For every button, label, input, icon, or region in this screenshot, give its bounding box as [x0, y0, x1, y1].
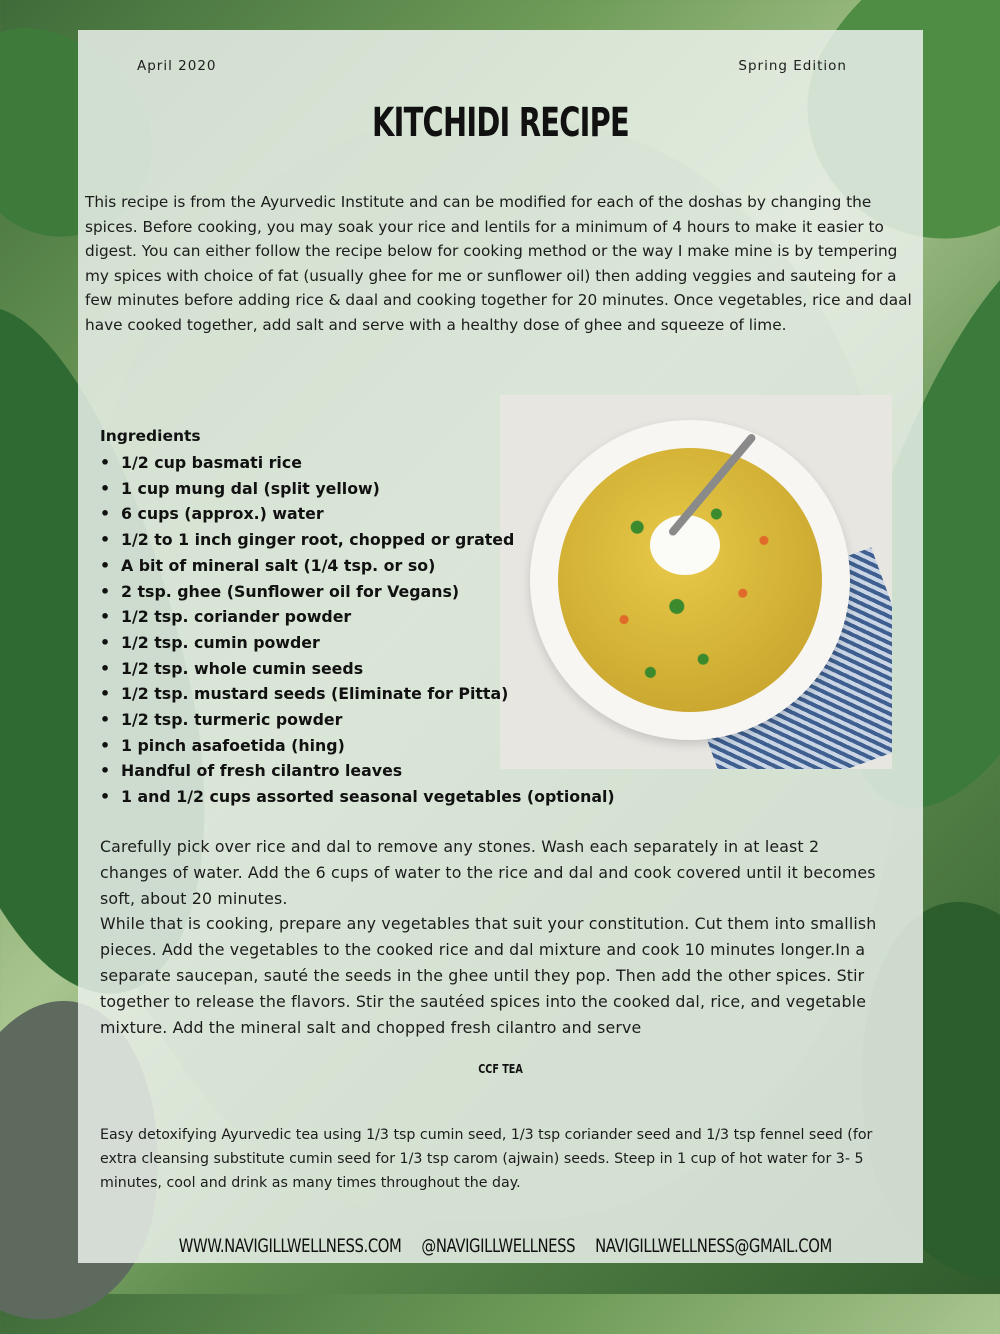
ingredient-item: • 1/2 to 1 inch ginger root, chopped or grated [100, 527, 615, 553]
ingredients-list [100, 450, 615, 810]
ingredient-item: • 1 pinch asafoetida (hing) [100, 733, 615, 759]
ingredient-item: • 1/2 tsp. coriander powder [100, 604, 615, 630]
ingredient-item: • 6 cups (approx.) water [100, 501, 615, 527]
website-link[interactable]: WWW.NAVIGILLWELLNESS.COM [178, 1235, 402, 1257]
method-section [100, 834, 890, 1040]
ingredient-item: • 1 and 1/2 cups assorted seasonal vegetables (optional) [100, 784, 615, 810]
ingredient-item: • 1/2 tsp. mustard seeds (Eliminate for Pitta) [100, 681, 615, 707]
tea-paragraph: Easy detoxifying Ayurvedic tea using 1/3 tsp cumin seed, 1/3 tsp coriander seed and 1/3 tsp fennel seed (for extra cleansing substitute cumin seed for 1/3 tsp carom (ajwain) seeds. Steep in 1 cup of hot water for 3- 5 minutes, cool and drink as many times throughout the day. [100, 1127, 873, 1191]
edition-label: Spring Edition [738, 58, 847, 74]
method-paragraph-1: Carefully pick over rice and dal to remove any stones. Wash each separately in at least 2 changes of water. Add the 6 cups of water to the rice and dal and cook covered until it becomes soft, about 20 minutes. [100, 837, 876, 908]
ingredient-item: • 1 cup mung dal (split yellow) [100, 476, 615, 502]
header-row [137, 58, 847, 74]
method-paragraph-2: While that is cooking, prepare any vegetables that suit your constitution. Cut them into smallish pieces. Add the vegetables to the cooked rice and dal mixture and cook 10 minutes longer.In a separate saucepan, sauté the seeds in the ghee until they pop. Then add the other spices. Stir together to release the flavors. Stir the sautéed spices into the cooked dal, rice, and vegetable mixture. Add the mineral salt and chopped fresh cilantro and serve [100, 914, 877, 1037]
ingredient-item: • 1/2 tsp. cumin powder [100, 630, 615, 656]
email-link[interactable]: NAVIGILLWELLNESS@GMAIL.COM [595, 1235, 832, 1257]
content-panel [78, 30, 923, 1263]
ingredients-heading: Ingredients [100, 427, 201, 445]
issue-date: April 2020 [137, 58, 217, 74]
ingredient-item: • 1/2 cup basmati rice [100, 450, 615, 476]
tea-heading: CCF TEA [478, 1062, 523, 1076]
ingredient-item: • 2 tsp. ghee (Sunflower oil for Vegans) [100, 579, 615, 605]
ingredient-item: • Handful of fresh cilantro leaves [100, 758, 615, 784]
yogurt-dollop [650, 515, 720, 575]
footer-contact [171, 1235, 830, 1257]
ingredient-item: • A bit of mineral salt (1/4 tsp. or so) [100, 553, 615, 579]
ingredient-item: • 1/2 tsp. whole cumin seeds [100, 656, 615, 682]
intro-paragraph: This recipe is from the Ayurvedic Institute and can be modified for each of the doshas by changing the spices. Before cooking, you may soak your rice and lentils for a minimum of 4 hours to make it easier to digest. You can either follow the recipe below for cooking method or the way I make mine is by tempering my spices with choice of fat (usually ghee for me or sunflower oil) then adding veggies and sauteing for a few minutes before adding rice & daal and cooking together for 20 minutes. Once vegetables, rice and daal have cooked together, add salt and serve with a healthy dose of ghee and squeeze of lime. [85, 193, 912, 334]
social-handle[interactable]: @NAVIGILLWELLNESS [421, 1235, 576, 1257]
ingredient-item: • 1/2 tsp. turmeric powder [100, 707, 615, 733]
page-title: KITCHIDI RECIPE [372, 100, 629, 146]
